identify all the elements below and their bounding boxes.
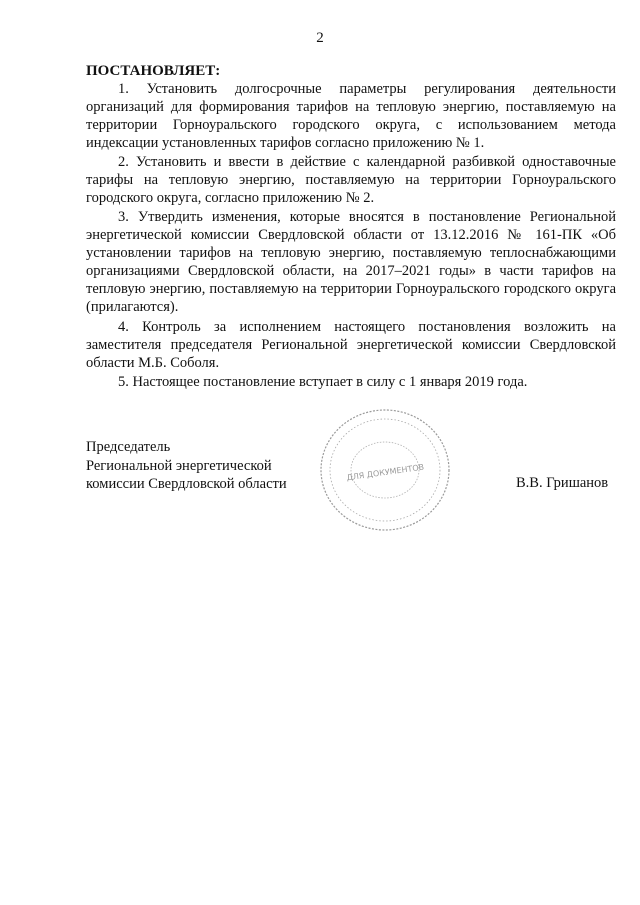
paragraph-1: 1. Установить долгосрочные параметры регулирования деятельности организаций для формирования тарифов на тепловую энергию, поставляемую на территории Горноуральского городского округа, с использованием метода индексации установленных тарифов согласно приложению № 1. — [86, 81, 616, 151]
resolution-heading: ПОСТАНОВЛЯЕТ: — [86, 63, 221, 79]
signatory-title — [86, 438, 287, 494]
paragraph-2: 2. Установить и ввести в действие с календарной разбивкой одноставочные тарифы на тепловую энергию, поставляемую на территории Горноуральского городского округа, согласно приложению № 2. — [86, 154, 616, 207]
signatory-line-3: комиссии Свердловской области — [86, 476, 287, 492]
paragraph-4: 4. Контроль за исполнением настоящего постановления возложить на заместителя председателя Региональной энергетической комиссии Свердловской области М.Б. Соболя. — [86, 318, 616, 371]
signatory-name: В.В. Гришанов — [516, 475, 609, 491]
paragraph-3: 3. Утвердить изменения, которые вносятся в постановление Региональной энергетической комиссии Свердловской области от 13.12.2016 № 161-ПК «Об установлении тарифов на тепловую энергию, поставляемую теплоснабжающими организациями Свердловской области, на 2017–2021 годы» в части тарифов на тепловую энергию, поставляемую на территории Горноуральского городского округа (прилагаются). — [86, 209, 616, 316]
signatory-line-1: Председатель — [86, 439, 171, 455]
resolution-body — [86, 80, 616, 392]
official-stamp — [316, 405, 454, 535]
stamp-text: ДЛЯ ДОКУМЕНТОВ — [346, 462, 425, 483]
page-number: 2 — [316, 30, 324, 46]
paragraph-5: 5. Настоящее постановление вступает в силу с 1 января 2019 года. — [118, 373, 528, 390]
signatory-line-2: Региональной энергетической — [86, 457, 272, 474]
